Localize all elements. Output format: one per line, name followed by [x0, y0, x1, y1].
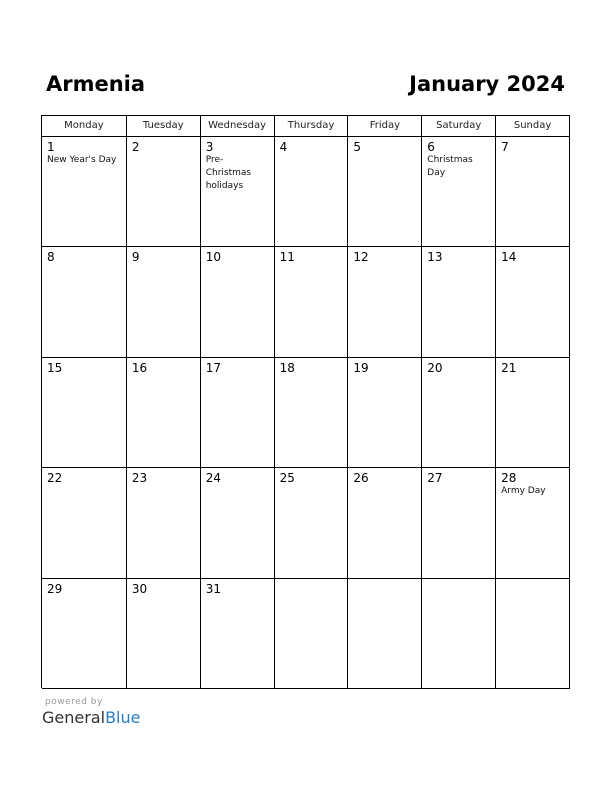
holiday-label: Christmas Day: [427, 155, 473, 178]
day-cell: [127, 468, 201, 578]
day-cell: [42, 579, 127, 689]
day-cell: [496, 247, 570, 357]
day-cell: [496, 579, 570, 689]
weekday-header: Sunday: [496, 116, 570, 137]
day-number: 17: [205, 360, 221, 375]
day-number: 16: [131, 360, 148, 375]
day-cell: [275, 358, 349, 468]
day-number: 2: [131, 140, 140, 154]
weekday-header: Thursday: [275, 116, 349, 137]
day-number: 1: [47, 140, 55, 154]
calendar-grid: [41, 115, 570, 688]
day-cell: [496, 468, 570, 578]
holiday-label: Army Day: [501, 486, 546, 497]
day-cell: [348, 358, 422, 468]
weeks-container: [42, 137, 570, 689]
day-number: 9: [131, 250, 140, 265]
day-cell: [496, 137, 570, 247]
day-number: 31: [205, 581, 221, 596]
day-number: 27: [427, 471, 443, 486]
day-cell: [275, 468, 349, 578]
day-cell: [348, 468, 422, 578]
weekday-header: Wednesday: [201, 116, 275, 137]
powered-by-label: powered by: [45, 697, 103, 707]
day-cell: [348, 247, 422, 357]
day-number: 15: [47, 360, 63, 375]
day-cell: [127, 137, 201, 247]
day-number: 28: [501, 471, 517, 486]
day-number: 24: [205, 471, 221, 486]
day-cell: [201, 579, 275, 689]
day-cell: [201, 247, 275, 357]
day-cell: [348, 137, 422, 247]
day-cell: [348, 579, 422, 689]
day-cell: [422, 137, 496, 247]
day-number: 22: [47, 471, 63, 486]
week-row: [42, 137, 570, 247]
day-cell: [275, 137, 349, 247]
weekday-header: Saturday: [422, 116, 496, 137]
month-year-title: January 2024: [409, 72, 565, 96]
day-cell: [42, 247, 127, 357]
brand-blue: Blue: [105, 708, 141, 727]
day-number: 21: [501, 360, 517, 375]
holiday-label: New Year's Day: [47, 155, 117, 165]
day-number: 11: [279, 250, 295, 265]
week-row: [42, 247, 570, 357]
day-cell: [42, 358, 127, 468]
day-cell: [201, 137, 275, 247]
day-number: 13: [427, 250, 443, 265]
day-cell: [422, 579, 496, 689]
day-cell: [42, 468, 127, 578]
day-number: 8: [47, 250, 55, 265]
brand-general: General: [42, 708, 106, 727]
day-cell: [422, 358, 496, 468]
day-number: 18: [279, 360, 295, 375]
day-number: 23: [131, 471, 148, 486]
country-title: Armenia: [46, 72, 146, 96]
day-number: 20: [427, 360, 443, 375]
day-number: 7: [501, 140, 509, 154]
week-row: [42, 579, 570, 689]
day-number: 25: [279, 471, 295, 486]
day-number: 4: [279, 140, 288, 154]
day-number: 14: [501, 250, 517, 265]
day-cell: [127, 579, 201, 689]
weekday-header: Monday: [42, 116, 127, 137]
week-row: [42, 358, 570, 468]
holiday-label: Pre-Christmas holidays: [205, 155, 252, 191]
day-cell: [496, 358, 570, 468]
day-cell: [422, 247, 496, 357]
day-cell: [201, 358, 275, 468]
day-number: 3: [205, 140, 214, 154]
day-number: 30: [131, 581, 148, 596]
day-cell: [201, 468, 275, 578]
weekday-header-row: [42, 116, 570, 137]
day-number: 12: [353, 250, 369, 265]
week-row: [42, 468, 570, 578]
day-cell: [42, 137, 127, 247]
day-number: 29: [47, 581, 63, 596]
day-number: 10: [205, 250, 221, 265]
brand-logo[interactable]: [42, 708, 140, 728]
day-number: 19: [353, 360, 369, 375]
weekday-header: Tuesday: [127, 116, 201, 137]
day-cell: [127, 358, 201, 468]
day-cell: [275, 579, 349, 689]
day-cell: [275, 247, 349, 357]
day-number: 26: [353, 471, 369, 486]
day-number: 5: [353, 140, 362, 154]
day-cell: [422, 468, 496, 578]
day-cell: [127, 247, 201, 357]
day-number: 6: [427, 140, 435, 154]
weekday-header: Friday: [348, 116, 422, 137]
